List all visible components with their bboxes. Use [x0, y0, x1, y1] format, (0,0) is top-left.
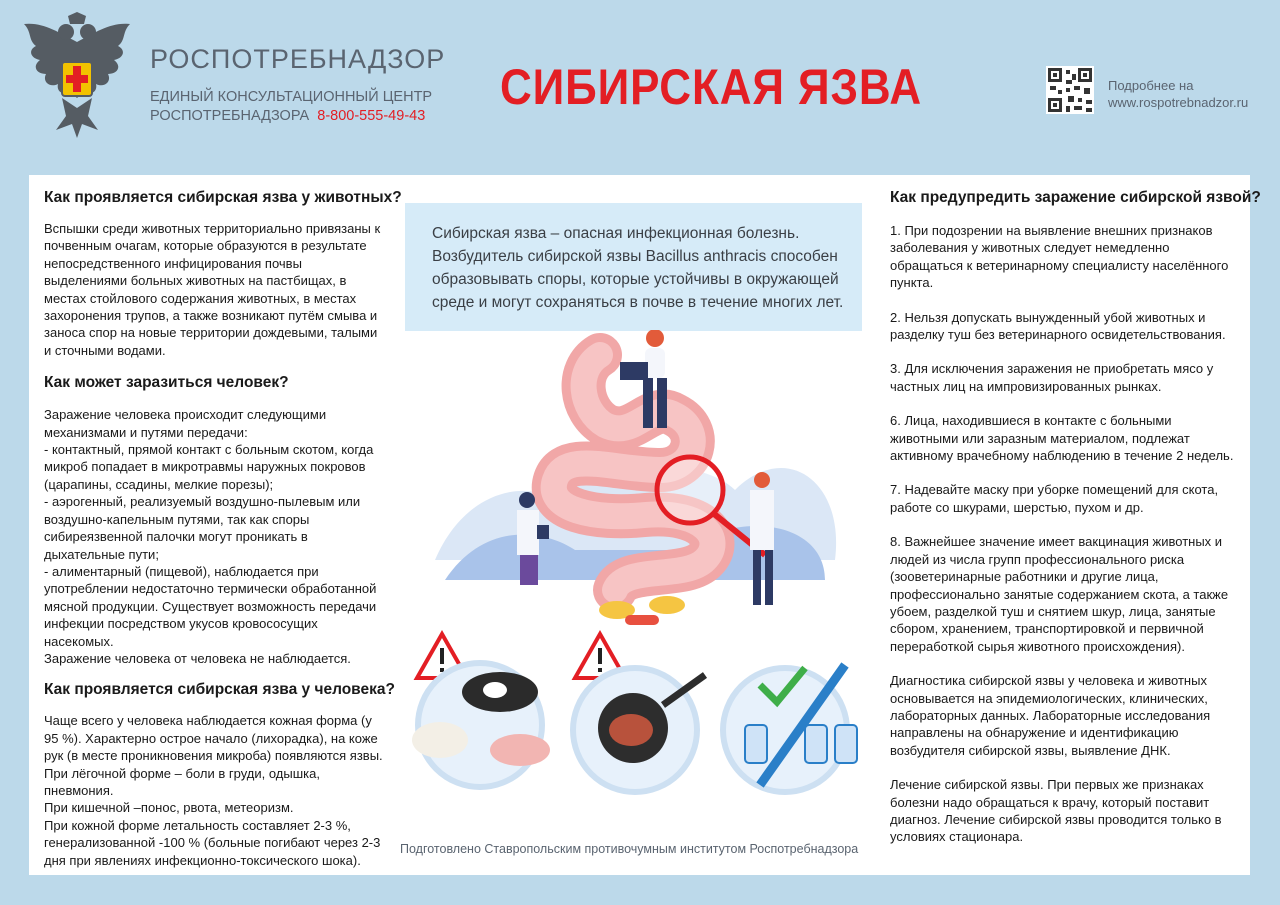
left-column [44, 188, 402, 869]
human-line: При кожной форме летальность составляет 2-3 %, генерализованной -100 % (больные погибают через 2-3 дня при явлениях инфекционно-токсического шока). [44, 817, 381, 868]
prevention-item: 8. Важнейшее значение имеет вакцинация животных и людей из числа групп профессионального риска (зооветеринарные работники и другие лица, профессионально занятые содержанием скота, а также убоем, разделкой туш и снятием шкур, лица, занятые сбором, хранением, транспортировкой и первичной переработкой сырья животного происхождения). [890, 534, 1229, 654]
intro-text: Сибирская язва – опасная инфекционная болезнь. Возбудитель сибирской язвы Bacillus anthracis способен образовывать споры, которые устойчивы в окружающей среде и могут сохраняться в почве в течение многих лет. [432, 225, 844, 311]
footer-note: Подготовлено Ставропольским противочумным институтом Роспотребнадзора [400, 842, 859, 856]
transmission-line: Заражение человека происходит следующими механизмами и путями передачи: [44, 407, 327, 440]
human-line: При кишечной –понос, рвота, метеоризм. [44, 800, 294, 816]
prevention-item: 1. При подозрении на выявление внешних признаков заболевания у животных следует немедленно обращаться к ветеринарному специалисту населённого пункта. [890, 223, 1229, 291]
qr-code-icon [1046, 66, 1094, 114]
consult-center [150, 88, 432, 126]
consult-center-line1: ЕДИНЫЙ КОНСУЛЬТАЦИОННЫЙ ЦЕНТР [150, 89, 433, 105]
pill-icon [649, 596, 685, 614]
consult-center-line2 [150, 107, 432, 126]
capsule-icon [625, 615, 659, 625]
header [0, 0, 1280, 175]
heading-prevention: Как предупредить заражение сибирской язвой? [890, 189, 1261, 206]
more-info [1108, 77, 1248, 111]
transmission-line: - алиментарный (пищевой), наблюдается при употреблении недостаточно термически обработанной мясной продукции. Существует возможность передачи инфекции посредством укусов кровососущих насекомых. [44, 563, 377, 649]
transmission-line: Заражение человека от человека не наблюдается. [44, 650, 351, 666]
more-info-label: Подробнее на [1108, 78, 1194, 93]
consult-center-org: РОСПОТРЕБНАДЗОРА [150, 108, 310, 124]
text-animals: Вспышки среди животных территориально привязаны к почвенным очагам, которые образуются в результате непосредственного инфицирования почвы выделениями больных животных на пастбищах, в местах стойлового содержания животных, в местах захоронения трупов, а также возникают путём смыва и заноса спор на новые территории дождевыми, талыми и сточными водами. [44, 221, 381, 358]
human-line: При лёгочной форме – боли в груди, одышка, пневмония. [44, 765, 320, 798]
org-name: РОСПОТРЕБНАДЗОР [150, 44, 446, 74]
transmission-line: - контактный, прямой контакт с больным скотом, когда микроб попадает в микротравмы наружных покровов (царапины, ссадины, мелкие порезы); [44, 442, 374, 492]
illustration-group [405, 330, 870, 835]
transmission-line: - аэрогенный, реализуемый воздушно-пылевым или воздушно-капельным путями, так как споры сибиреязвенной палочки могут проникать в дыхательные пути; [44, 494, 361, 562]
scientist-magnifier [750, 472, 774, 605]
human-line: Чаще всего у человека наблюдается кожная форма (у 95 %). Характерно острое начало (лихорадка), на коже рук (в месте проникновения микроба) появляются язвы. [44, 713, 383, 764]
prevention-item: 6. Лица, находившиеся в контакте с больными животными или заразным материалом, подлежат активному врачебному наблюдению в течение 2 недель. [890, 413, 1234, 464]
prevention-item: 7. Надевайте маску при уборке помещений для скота, работе со шкурами, шерстью, пухом и др. [890, 482, 1219, 515]
heading-human: Как проявляется сибирская язва у человека? [44, 681, 395, 699]
emblem-eagle-icon [18, 12, 136, 142]
treatment-text: Лечение сибирской язвы. При первых же признаках болезни надо обращаться к врачу, который поставит диагноз. Лечение сибирской язвы проводится только в условиях стационара. [890, 777, 1222, 845]
text-transmission [44, 406, 384, 667]
website-link[interactable]: www.rospotrebnadzor.ru [1108, 95, 1249, 110]
text-human [44, 712, 384, 869]
right-column [890, 188, 1261, 846]
prevention-item: 3. Для исключения заражения не приобретать мясо у частных лиц на импровизированных рынках. [890, 361, 1214, 394]
prevention-item: 2. Нельзя допускать вынужденный убой животных и разделку туш без ветеринарного освидетельствования. [890, 309, 1226, 343]
diagnostics-text: Диагностика сибирской язвы у человека и животных основывается на эпидемиологических, клинических, лабораторных данных. Лабораторные исследования направлены на обнаружение и идентификацию возбудителя сибирской язвы, выявление ДНК. [890, 673, 1211, 758]
heading-animals: Как проявляется сибирская язва у животных? [44, 189, 402, 206]
page-title: СИБИРСКАЯ ЯЗВА [500, 59, 923, 115]
heading-transmission: Как может заразиться человек? [44, 374, 289, 392]
hotline-phone: 8-800-555-49-43 [317, 108, 426, 124]
